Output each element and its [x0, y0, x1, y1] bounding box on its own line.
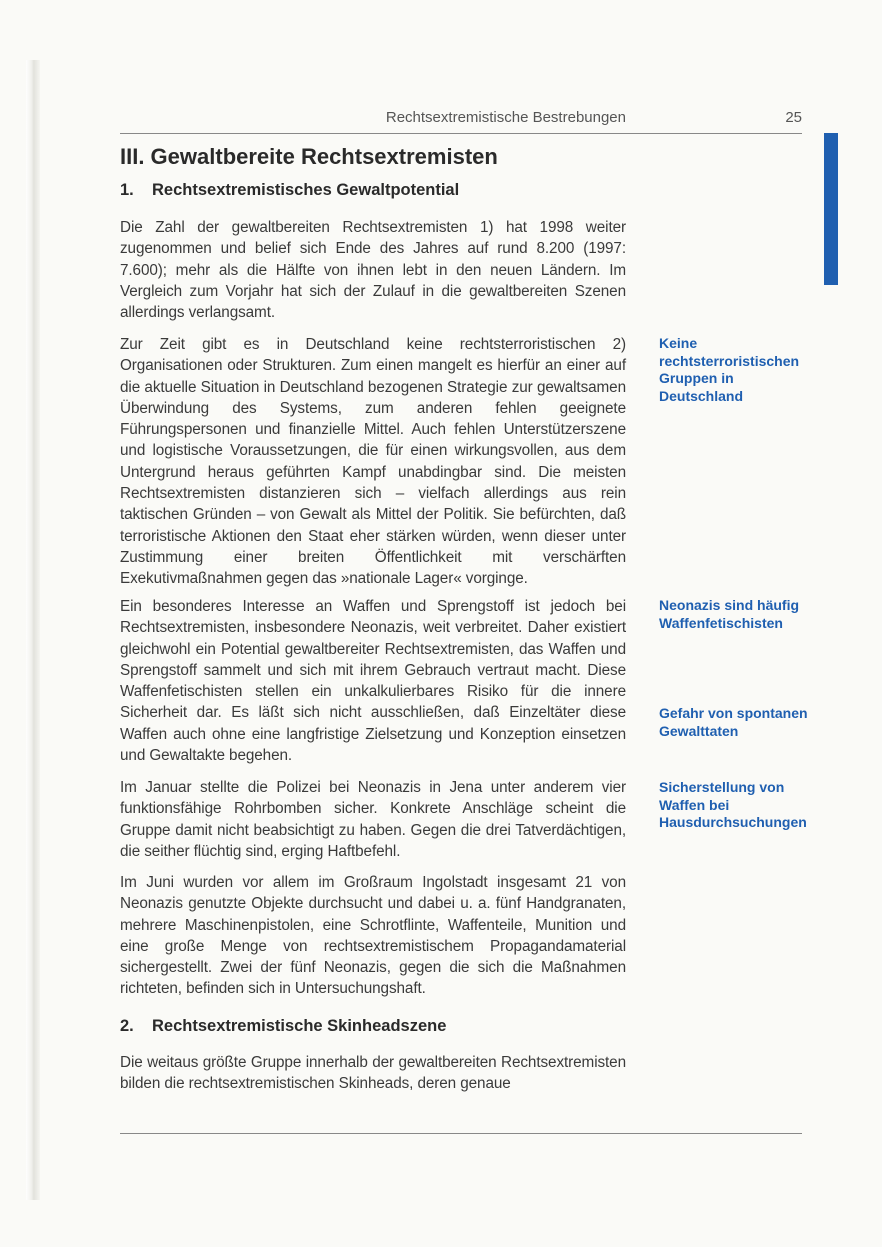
subsection-heading-2	[120, 1017, 446, 1036]
subsection-number: 1.	[120, 181, 134, 199]
header-rule	[120, 133, 802, 134]
paragraph-3: Ein besonderes Interesse an Waffen und Sprengstoff ist jedoch bei Rechtsextremisten, insbesondere Neonazis, weit verbreitet. Daher existiert gleichwohl ein Potential gewaltbereiter Rechtsextremisten, das Waffen und Sprengstoff sammelt und sich mit ihrem Gebrauch vertraut macht. Diese Waffenfetischisten stellen ein unkalkulierbares Risiko für die innere Sicherheit dar. Es läßt sich nicht ausschließen, daß Einzeltäter diese Waffen auch ohne eine langfristige Zielsetzung und Konzeption einsetzen und Gewaltakte begehen.	[120, 598, 626, 765]
subsection-title: Rechtsextremistisches Gewaltpotential	[152, 181, 460, 199]
section-title: III. Gewaltbereite Rechtsextremisten	[120, 144, 498, 169]
running-title: Rechtsextremistische Bestrebungen	[385, 109, 626, 126]
subsection-title: Rechtsextremistische Skinheadszene	[152, 1017, 447, 1035]
subsection-number: 2.	[120, 1017, 134, 1035]
margin-note-no-terror-groups: Keine rechtsterroristischen Gruppen in Deutschland	[659, 335, 800, 404]
paragraph-6: Die weitaus größte Gruppe innerhalb der gewaltbereiten Rechtsextremisten bilden die rechtsextremistischen Skinheads, deren genaue	[120, 1054, 626, 1093]
paragraph-4: Im Januar stellte die Polizei bei Neonazis in Jena unter anderem vier funktionsfähige Rohrbomben sicher. Konkrete Anschläge scheint die Gruppe damit nicht beabsichtigt zu haben. Gegen die drei Tatverdächtigen, die seither flüchtig sind, erging Haftbefehl.	[120, 779, 626, 860]
margin-note-weapon-fetishists: Neonazis sind häufig Waffenfetischisten	[659, 597, 800, 631]
paragraph-1: Die Zahl der gewaltbereiten Rechtsextremisten 1) hat 1998 weiter zugenommen und belief sich Ende des Jahres auf rund 8.200 (1997: 7.600); mehr als die Hälfte von ihnen lebt in den neuen Ländern. Im Vergleich zum Vorjahr hat sich der Zulauf in die gewaltbereiten Szenen allerdings verlangsamt.	[120, 219, 626, 322]
subsection-heading-1	[120, 181, 459, 200]
chapter-tab-marker	[824, 133, 838, 285]
footer-rule	[120, 1133, 802, 1134]
page-number: 25	[785, 109, 802, 126]
margin-note-spontaneous-violence: Gefahr von spontanen Gewalttaten	[659, 705, 808, 739]
binding-edge	[26, 60, 40, 1200]
paragraph-5: Im Juni wurden vor allem im Großraum Ingolstadt insgesamt 21 von Neonazis genutzte Objekte durchsucht und dabei u. a. fünf Handgranaten, mehrere Maschinenpistolen, eine Schrotflinte, Waffenteile, Munition und eine große Menge von rechtsextremistischem Propagandamaterial sichergestellt. Zwei der fünf Neonazis, gegen die sich die Maßnahmen richteten, befinden sich in Untersuchungshaft.	[120, 874, 626, 998]
paragraph-2: Zur Zeit gibt es in Deutschland keine rechtsterroristischen 2) Organisationen oder Strukturen. Zum einen mangelt es hierfür an einer auf die aktuelle Situation in Deutschland bezogenen Strategie zur gewaltsamen Überwindung des Systems, zum anderen fehlen geeignete Führungspersonen und finanzielle Mittel. Auch fehlen Unterstützerszene und logistische Voraussetzungen, die für einen wirkungsvollen, aus dem Untergrund heraus geführten Kampf unabdingbar sind. Die meisten Rechtsextremisten distanzieren sich – vielfach allerdings aus rein taktischen Gründen – von Gewalt als Mittel der Politik. Sie befürchten, daß terroristische Aktionen den Staat eher stärken würden, wenn dieser unter Zustimmung einer breiten Öffentlichkeit mit verschärften Exekutivmaßnahmen gegen das »nationale Lager« vorginge.	[120, 336, 626, 588]
running-head	[120, 109, 802, 129]
margin-note-weapon-seizures: Sicherstellung von Waffen bei Hausdurchsuchungen	[659, 779, 807, 830]
